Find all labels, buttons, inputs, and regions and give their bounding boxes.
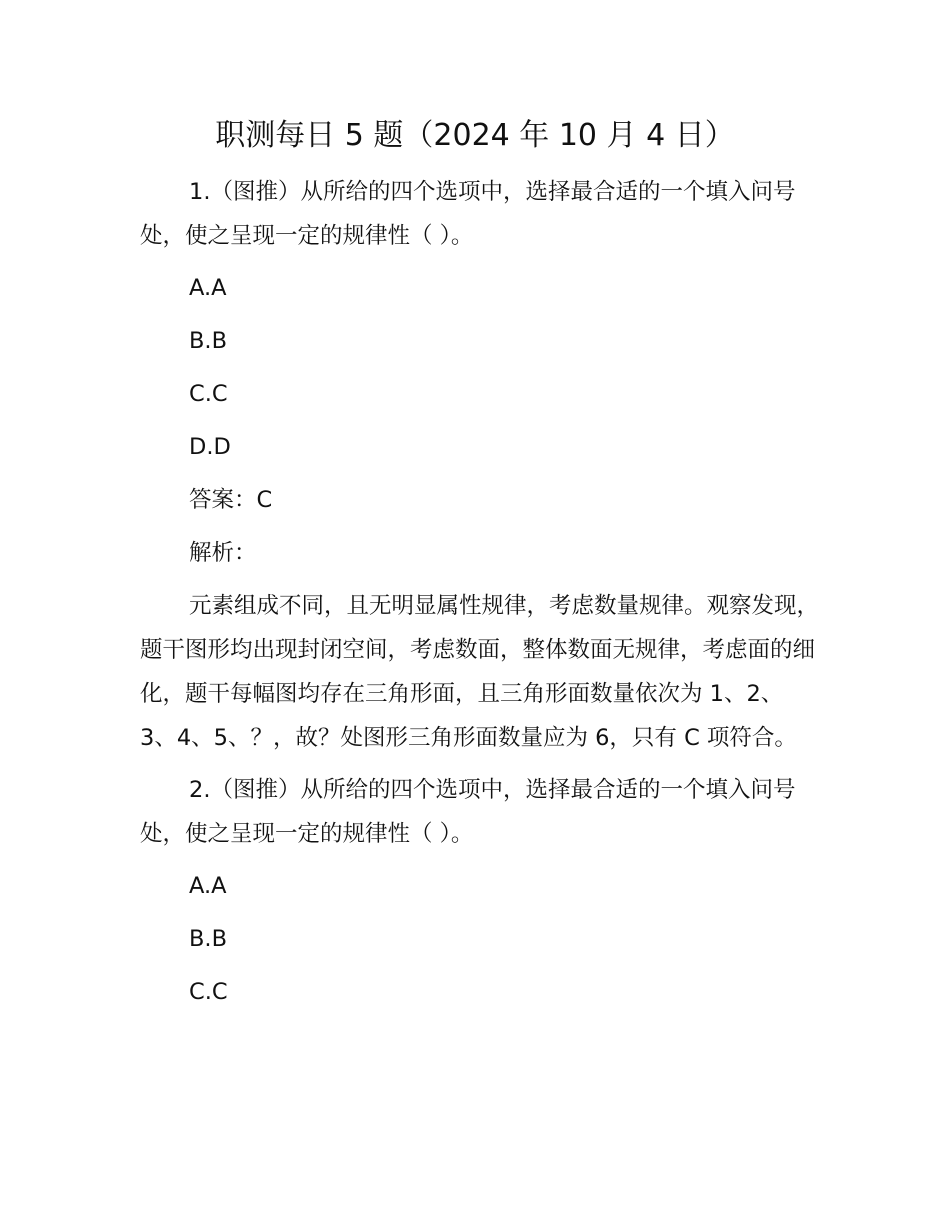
question-1-option-a: A.A <box>189 275 227 301</box>
question-2-stem: 2.（图推）从所给的四个选项中，选择最合适的一个填入问号处，使之呈现一定的规律性（ ）。 <box>140 777 796 847</box>
question-1-option-c: C.C <box>189 381 228 407</box>
question-1-answer: 答案：C <box>189 487 273 513</box>
question-2-option-b: B.B <box>189 926 228 952</box>
question-1-option-b: B.B <box>189 328 228 354</box>
question-1-option-d: D.D <box>189 434 231 460</box>
question-1-analysis-label: 解析： <box>189 540 257 566</box>
document-body <box>140 170 820 1023</box>
question-1-stem: 1.（图推）从所给的四个选项中，选择最合适的一个填入问号处，使之呈现一定的规律性（ ）。 <box>140 179 796 249</box>
page-title: 职测每日 5 题（2024 年 10 月 4 日） <box>215 118 735 153</box>
question-1-analysis: 元素组成不同，且无明显属性规律，考虑数量规律。观察发现，题干图形均出现封闭空间，考虑数面，整体数面无规律，考虑面的细化，题干每幅图均存在三角形面，且三角形面数量依次为 1、2、3、4、5、？，故？处图形三角形面数量应为 6，只有 C 项符合。 <box>140 593 820 751</box>
question-2-option-c: C.C <box>189 979 228 1005</box>
question-2-option-a: A.A <box>189 873 227 899</box>
